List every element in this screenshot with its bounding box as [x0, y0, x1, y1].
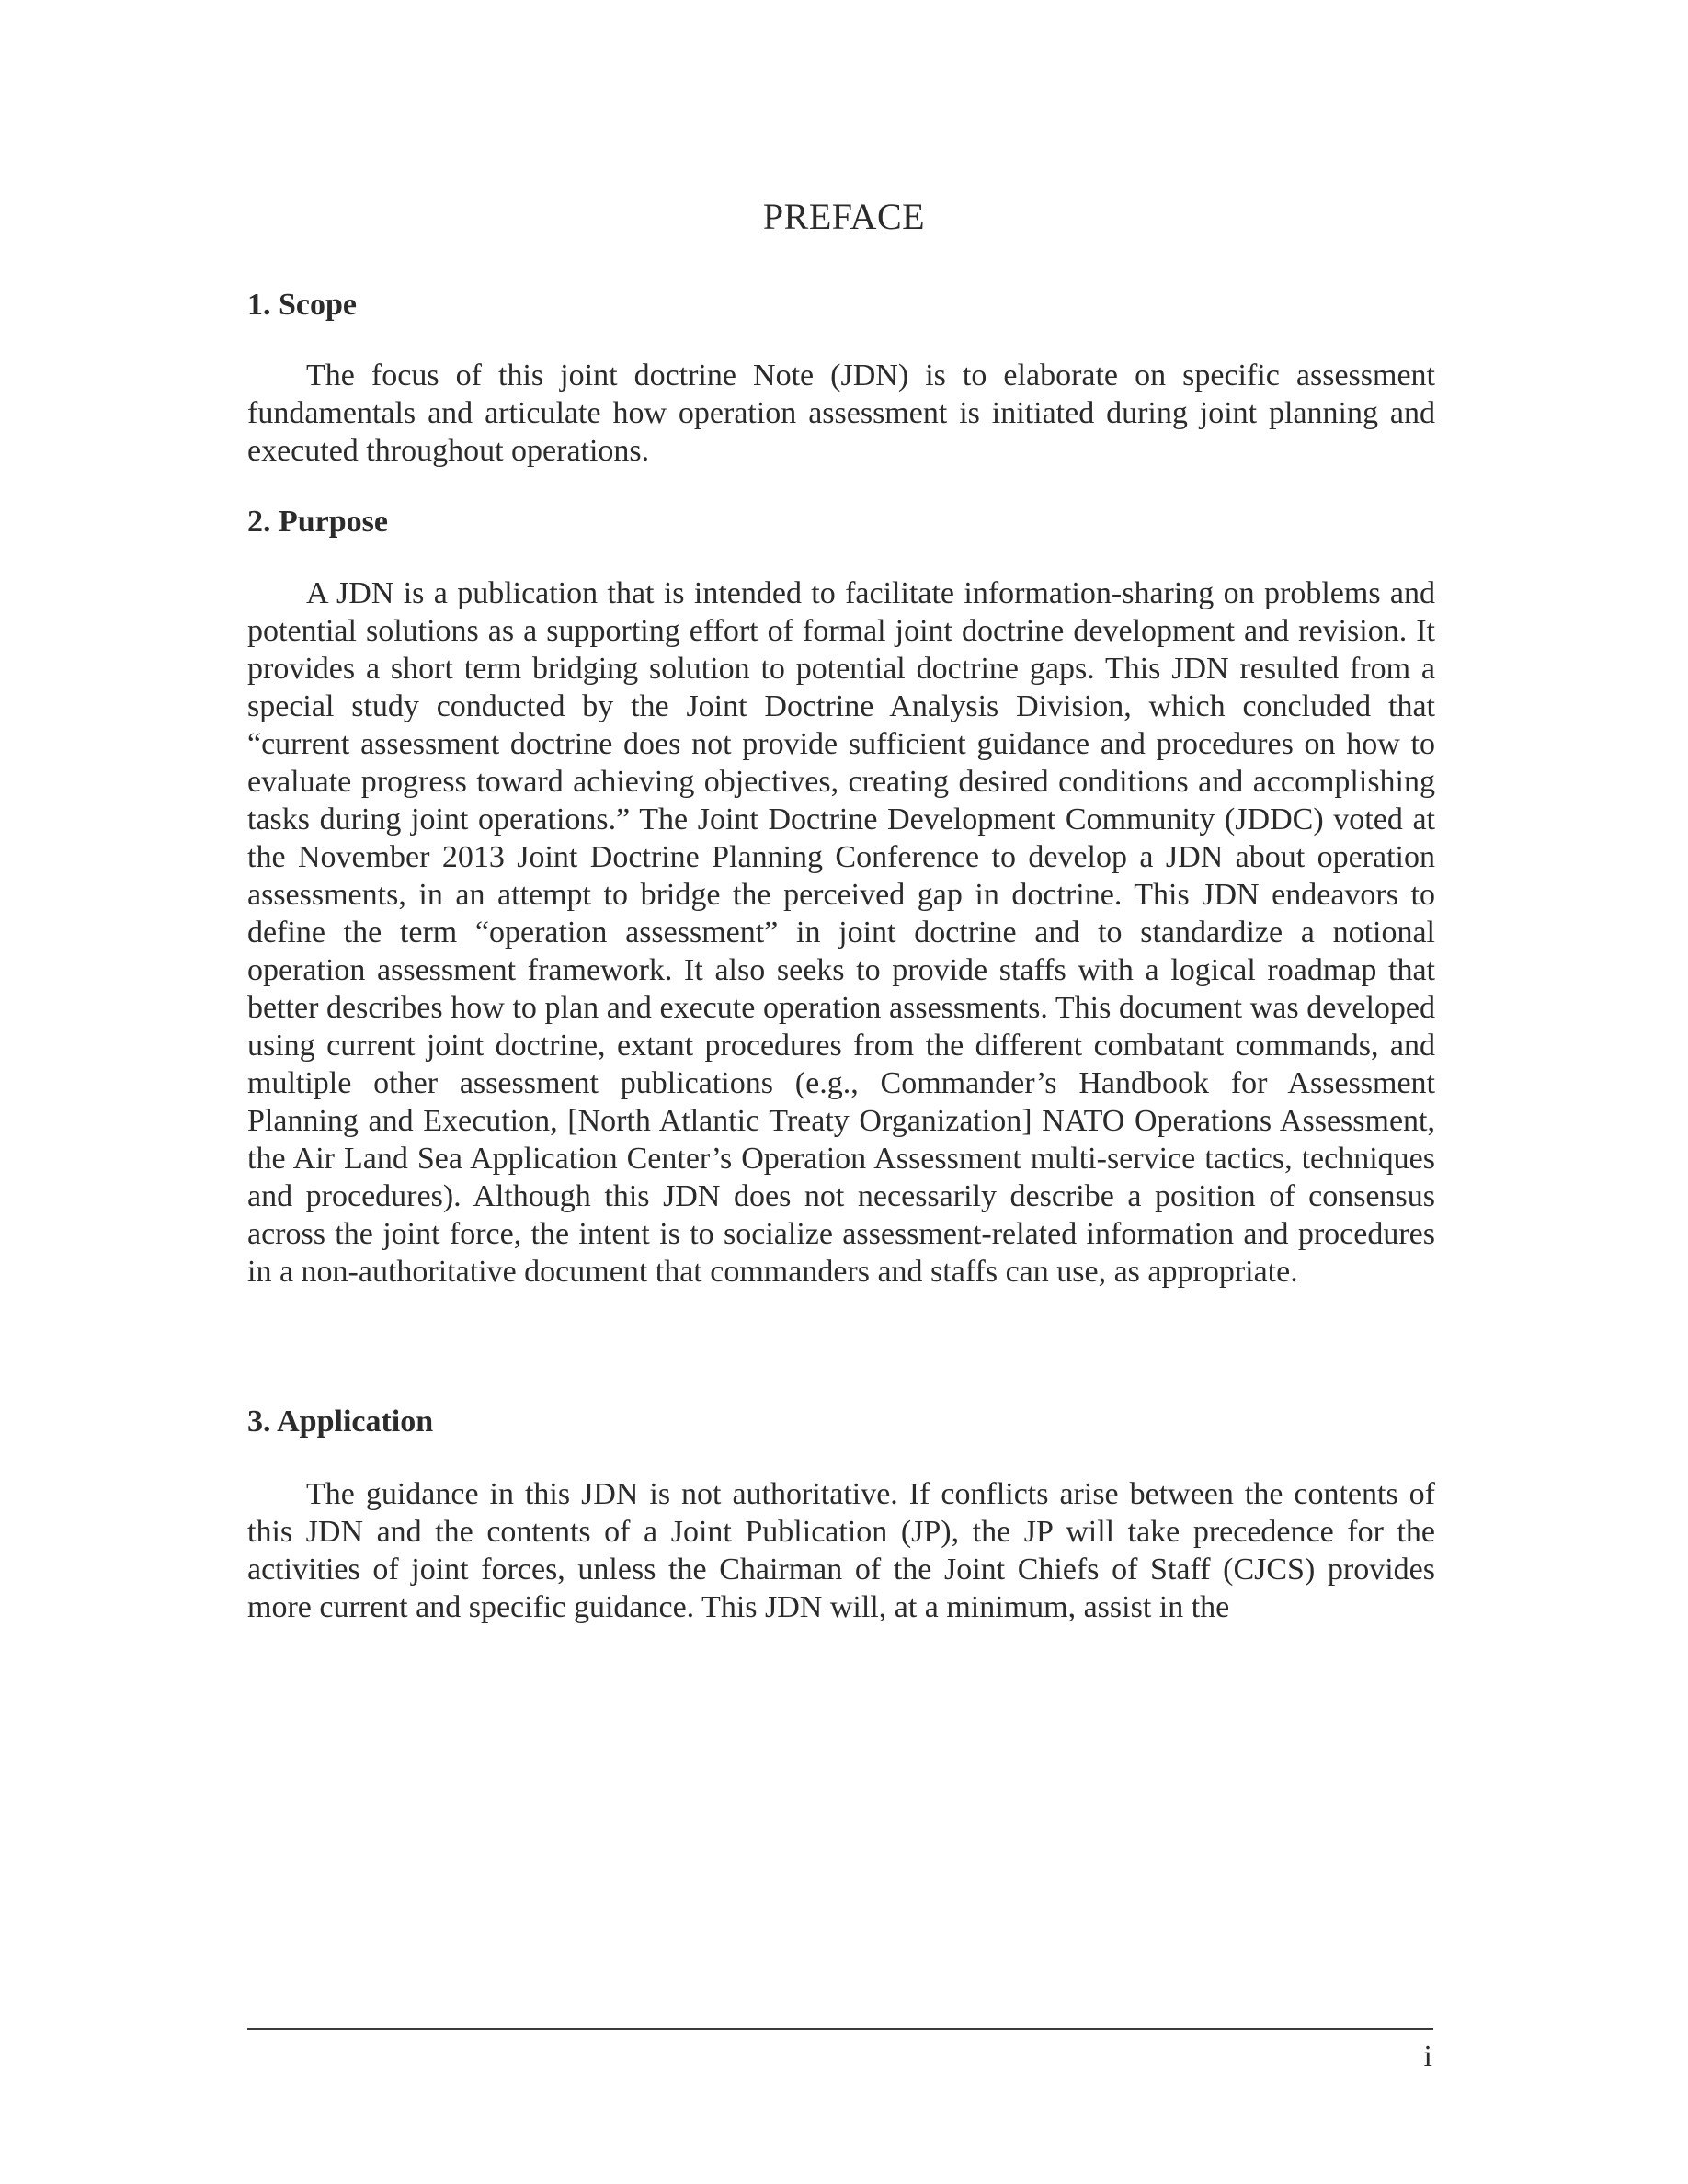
section-body-application: The guidance in this JDN is not authoritative. If conflicts arise between the contents of this JDN and the contents of a Joint Publication (JP), the JP will take precedence for the activities of joint forces, unless the Chairman of the Joint Chiefs of Staff (CJCS) provides more current and specific guidance. This JDN will, at a minimum, assist in the: [247, 1477, 1435, 1624]
section-heading-scope: 1. Scope: [247, 288, 357, 322]
section-body-scope: The focus of this joint doctrine Note (JDN) is to elaborate on specific assessment fundamentals and articulate how operation assessment is initiated during joint planning and executed throughout operations.: [247, 358, 1435, 468]
page-number: i: [1423, 2040, 1432, 2074]
section-heading-application: 3. Application: [247, 1405, 434, 1439]
section-body-purpose: A JDN is a publication that is intended to facilitate information-sharing on problems and potential solutions as a supporting effort of formal joint doctrine development and revision. It provides a short term bridging solution to potential doctrine gaps. This JDN resulted from a special study conducted by the Joint Doctrine Analysis Division, which concluded that “current assessment doctrine does not provide sufficient guidance and procedures on how to evaluate progress toward achieving objectives, creating desired conditions and accomplishing tasks during joint operations.” The Joint Doctrine Development Community (JDDC) voted at the November 2013 Joint Doctrine Planning Conference to develop a JDN about operation assessments, in an attempt to bridge the perceived gap in doctrine. This JDN endeavors to define the term “operation assessment” in joint doctrine and to standardize a notional operation assessment framework. It also seeks to provide staffs with a logical roadmap that better describes how to plan and execute operation assessments. This document was developed using current joint doctrine, extant procedures from the different combatant commands, and multiple other assessment publications (e.g., Commander’s Handbook for Assessment Planning and Execution, [North Atlantic Treaty Organization] NATO Operations Assessment, the Air Land Sea Application Center’s Operation Assessment multi-service tactics, techniques and procedures). Although this JDN does not necessarily describe a position of consensus across the joint force, the intent is to socialize assessment-related information and procedures in a non-authoritative document that commanders and staffs can use, as appropriate.: [247, 576, 1435, 1289]
footer-divider: [247, 2028, 1433, 2030]
page-title: PREFACE: [762, 196, 926, 237]
section-heading-purpose: 2. Purpose: [247, 505, 388, 539]
